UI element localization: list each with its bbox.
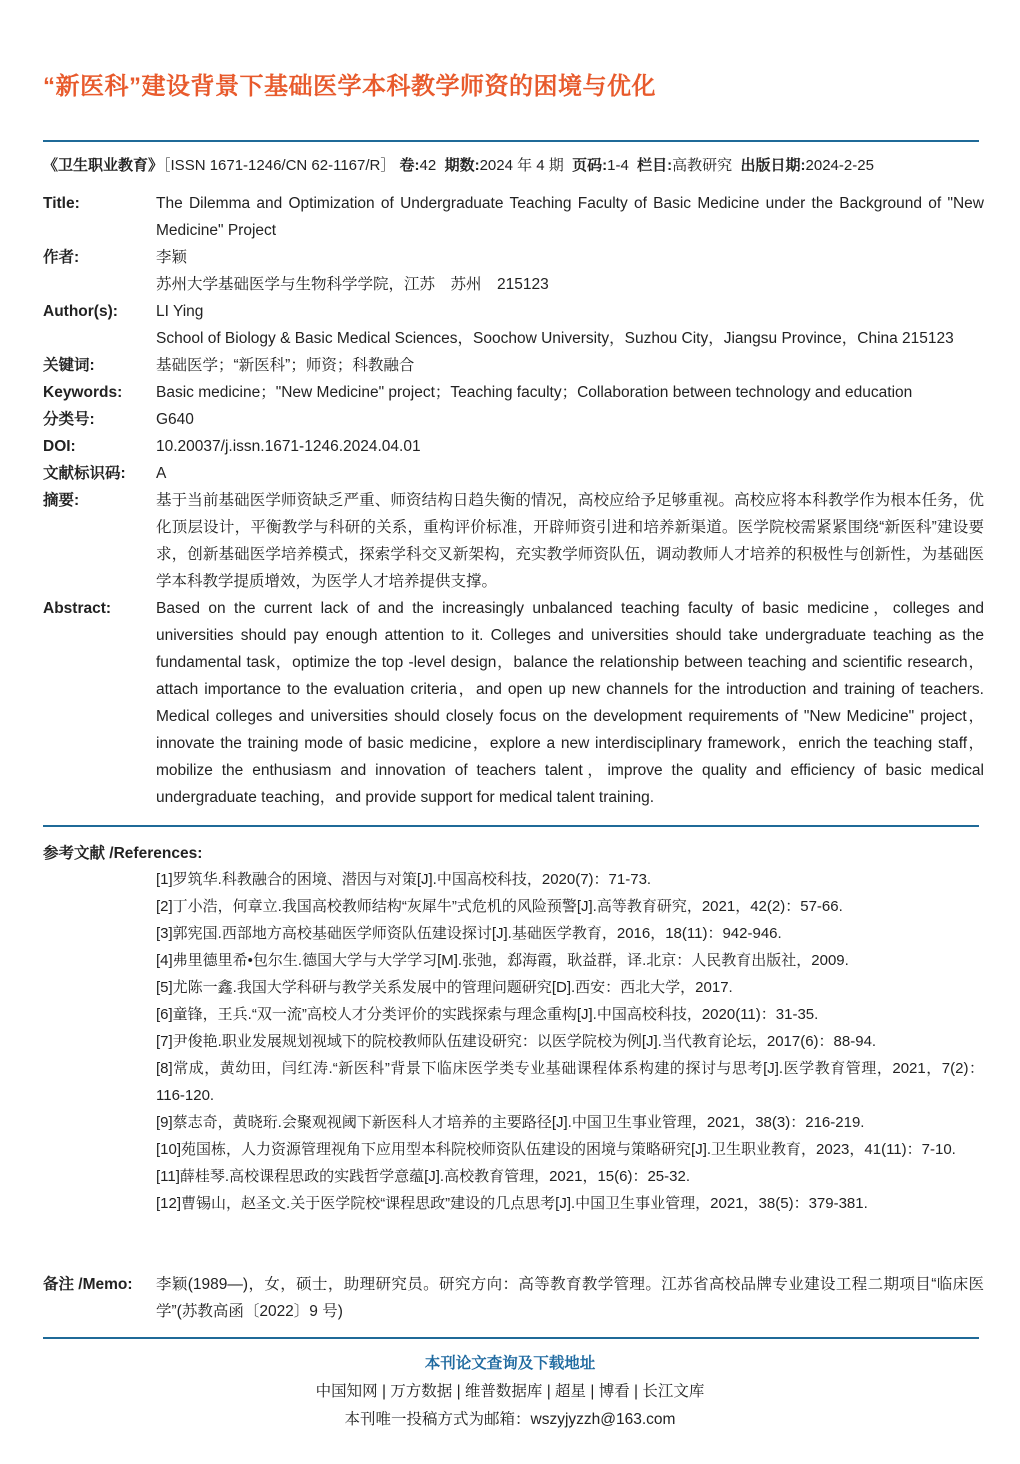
references-list	[156, 866, 984, 1217]
field-row	[43, 298, 984, 352]
field-line: 基础医学；“新医科”；师资；科教融合	[156, 357, 415, 374]
reference-item: [9]蔡志奇，黄晓珩.会聚观视阈下新医科人才培养的主要路径[J].中国卫生事业管理，2021，38(3)：216-219.	[156, 1114, 865, 1131]
memo	[43, 1271, 984, 1325]
column: 高教研究	[672, 157, 733, 174]
field-label: Author(s):	[43, 303, 118, 320]
reference-item: [11]薛桂琴.高校课程思政的实践哲学意蕴[J].高校教育管理，2021，15(6)：25-32.	[156, 1168, 690, 1185]
footer	[0, 1350, 1020, 1434]
field-line: 基于当前基础医学师资缺乏严重、师资结构日趋失衡的情况，高校应给予足够重视。高校应将本科教学作为根本任务，优化顶层设计，平衡教学与科研的关系，重构评价标准，开辟师资引进和培养新渠道。医学院校需紧紧围绕“新医科”建设要求，创新基础医学培养模式，探索学科交叉新架构，充实教学师资队伍，调动教师人才培养的积极性与创新性，为基础医学本科教学提质增效，为医学人才培养提供支撑。	[156, 492, 984, 590]
field-row	[43, 595, 984, 811]
divider	[43, 1337, 979, 1339]
divider	[43, 140, 979, 142]
references-heading: 参考文献 /References:	[43, 845, 203, 862]
field-value	[156, 379, 984, 406]
field-value	[156, 433, 984, 460]
publish-date: 2024-2-25	[805, 157, 874, 174]
journal-name: 《卫生职业教育》	[43, 157, 164, 174]
field-label: 摘要:	[43, 492, 80, 509]
field-line: Basic medicine；"New Medicine" project；Teaching faculty；Collaboration between technology and education	[156, 384, 913, 401]
footer-heading: 本刊论文查询及下载地址	[424, 1355, 596, 1372]
issue-label: 期数:	[444, 157, 480, 174]
submission-email[interactable]: 本刊唯一投稿方式为邮箱：wszyjyzzh@163.com	[344, 1411, 676, 1428]
article-title: “新医科”建设背景下基础医学本科教学师资的困境与优化	[43, 73, 656, 100]
pages-label: 页码:	[572, 157, 608, 174]
memo-label: 备注 /Memo:	[43, 1276, 133, 1293]
field-value	[156, 190, 984, 244]
field-line: Based on the current lack of and the increasingly unbalanced teaching faculty of basic medicine，colleges and universities should pay enough attention to it. Colleges and universities should take undergraduate teaching as the fundamental task，optimize the top -level design，balance the relationship between teaching and scientific research，attach importance to the evaluation criteria，and open up new channels for the introduction and training of teachers. Medical colleges and universities should closely focus on the development requirements of "New Medicine" project，innovate the training mode of basic medicine，explore a new interdisciplinary framework，enrich the teaching staff，mobilize the enthusiasm and innovation of teachers talent，improve the quality and efficiency of basic medical undergraduate teaching，and provide support for medical talent training.	[156, 600, 984, 806]
field-label: Abstract:	[43, 600, 112, 617]
reference-item: [2]丁小浩，何章立.我国高校教师结构“灰犀牛”式危机的风险预警[J].高等教育研究，2021，42(2)：57-66.	[156, 898, 843, 915]
issn: ［ISSN 1671-1246/CN 62-1167/R］	[163, 157, 396, 174]
field-line: LI Ying	[156, 303, 204, 320]
reference-item: [8]常成，黄幼田，闫红涛.“新医科”背景下临床医学类专业基础课程体系构建的探讨与思考[J].医学教育管理，2021，7(2)：116-120.	[156, 1060, 984, 1104]
field-line: 苏州大学基础医学与生物科学学院，江苏 苏州 215123	[156, 276, 549, 293]
field-row	[43, 406, 984, 433]
field-value	[156, 406, 984, 433]
reference-item: [10]苑国栋，人力资源管理视角下应用型本科院校师资队伍建设的困境与策略研究[J].卫生职业教育，2023，41(11)：7-10.	[156, 1141, 956, 1158]
field-label: 分类号:	[43, 411, 95, 428]
field-label: 文献标识码:	[43, 465, 126, 482]
field-row	[43, 244, 984, 298]
field-line: 10.20037/j.issn.1671-1246.2024.04.01	[156, 438, 421, 455]
volume: 42	[419, 157, 437, 174]
field-value	[156, 298, 984, 352]
field-row	[43, 352, 984, 379]
divider	[43, 825, 979, 827]
field-label: 作者:	[43, 249, 80, 266]
reference-item: [12]曹锡山，赵圣文.关于医学院校“课程思政”建设的几点思考[J].中国卫生事业管理，2021，38(5)：379-381.	[156, 1195, 868, 1212]
field-line: The Dilemma and Optimization of Undergraduate Teaching Faculty of Basic Medicine under the Background of "New Medicine" Project	[156, 195, 984, 239]
field-row	[43, 379, 984, 406]
field-value	[156, 487, 984, 595]
field-label: Title:	[43, 195, 80, 212]
field-line: A	[156, 465, 167, 482]
field-row	[43, 487, 984, 595]
date-label: 出版日期:	[740, 157, 806, 174]
reference-item: [6]童锋，王兵.“双一流”高校人才分类评价的实践探索与理念重构[J].中国高校科技，2020(11)：31-35.	[156, 1006, 819, 1023]
reference-item: [7]尹俊艳.职业发展规划视域下的院校教师队伍建设研究：以医学院校为例[J].当代教育论坛，2017(6)：88-94.	[156, 1033, 877, 1050]
field-line: 李颖	[156, 249, 188, 266]
field-line: G640	[156, 411, 194, 428]
field-label: DOI:	[43, 438, 76, 455]
volume-label: 卷:	[399, 157, 420, 174]
issue: 2024 年 4 期	[479, 157, 564, 174]
citation-meta	[43, 155, 874, 177]
reference-item: [5]尤陈一鑫.我国大学科研与教学关系发展中的管理问题研究[D].西安：西北大学，2017.	[156, 979, 733, 996]
reference-item: [1]罗筑华.科教融合的困境、潜因与对策[J].中国高校科技，2020(7)：71-73.	[156, 871, 652, 888]
field-label: Keywords:	[43, 384, 123, 401]
field-value	[156, 244, 984, 298]
column-label: 栏目:	[637, 157, 673, 174]
field-line: School of Biology & Basic Medical Sciences，Soochow University，Suzhou City，Jiangsu Province，China 215123	[156, 330, 954, 347]
field-row	[43, 190, 984, 244]
pages: 1-4	[607, 157, 629, 174]
reference-item: [4]弗里德里希•包尔生.德国大学与大学学习[M].张弛，郄海霞，耿益群，译.北京：人民教育出版社，2009.	[156, 952, 849, 969]
field-row	[43, 433, 984, 460]
database-links[interactable]: 中国知网 | 万方数据 | 维普数据库 | 超星 | 博看 | 长江文库	[315, 1383, 705, 1400]
article-fields	[43, 190, 984, 811]
reference-item: [3]郭宪国.西部地方高校基础医学师资队伍建设探讨[J].基础医学教育，2016，18(11)：942-946.	[156, 925, 782, 942]
memo-text: 李颖(1989—)，女，硕士，助理研究员。研究方向：高等教育教学管理。江苏省高校品牌专业建设工程二期项目“临床医学”(苏教高函〔2022〕9 号)	[156, 1276, 984, 1320]
field-value	[156, 595, 984, 811]
field-row	[43, 460, 984, 487]
field-label: 关键词:	[43, 357, 95, 374]
field-value	[156, 460, 984, 487]
field-value	[156, 352, 984, 379]
